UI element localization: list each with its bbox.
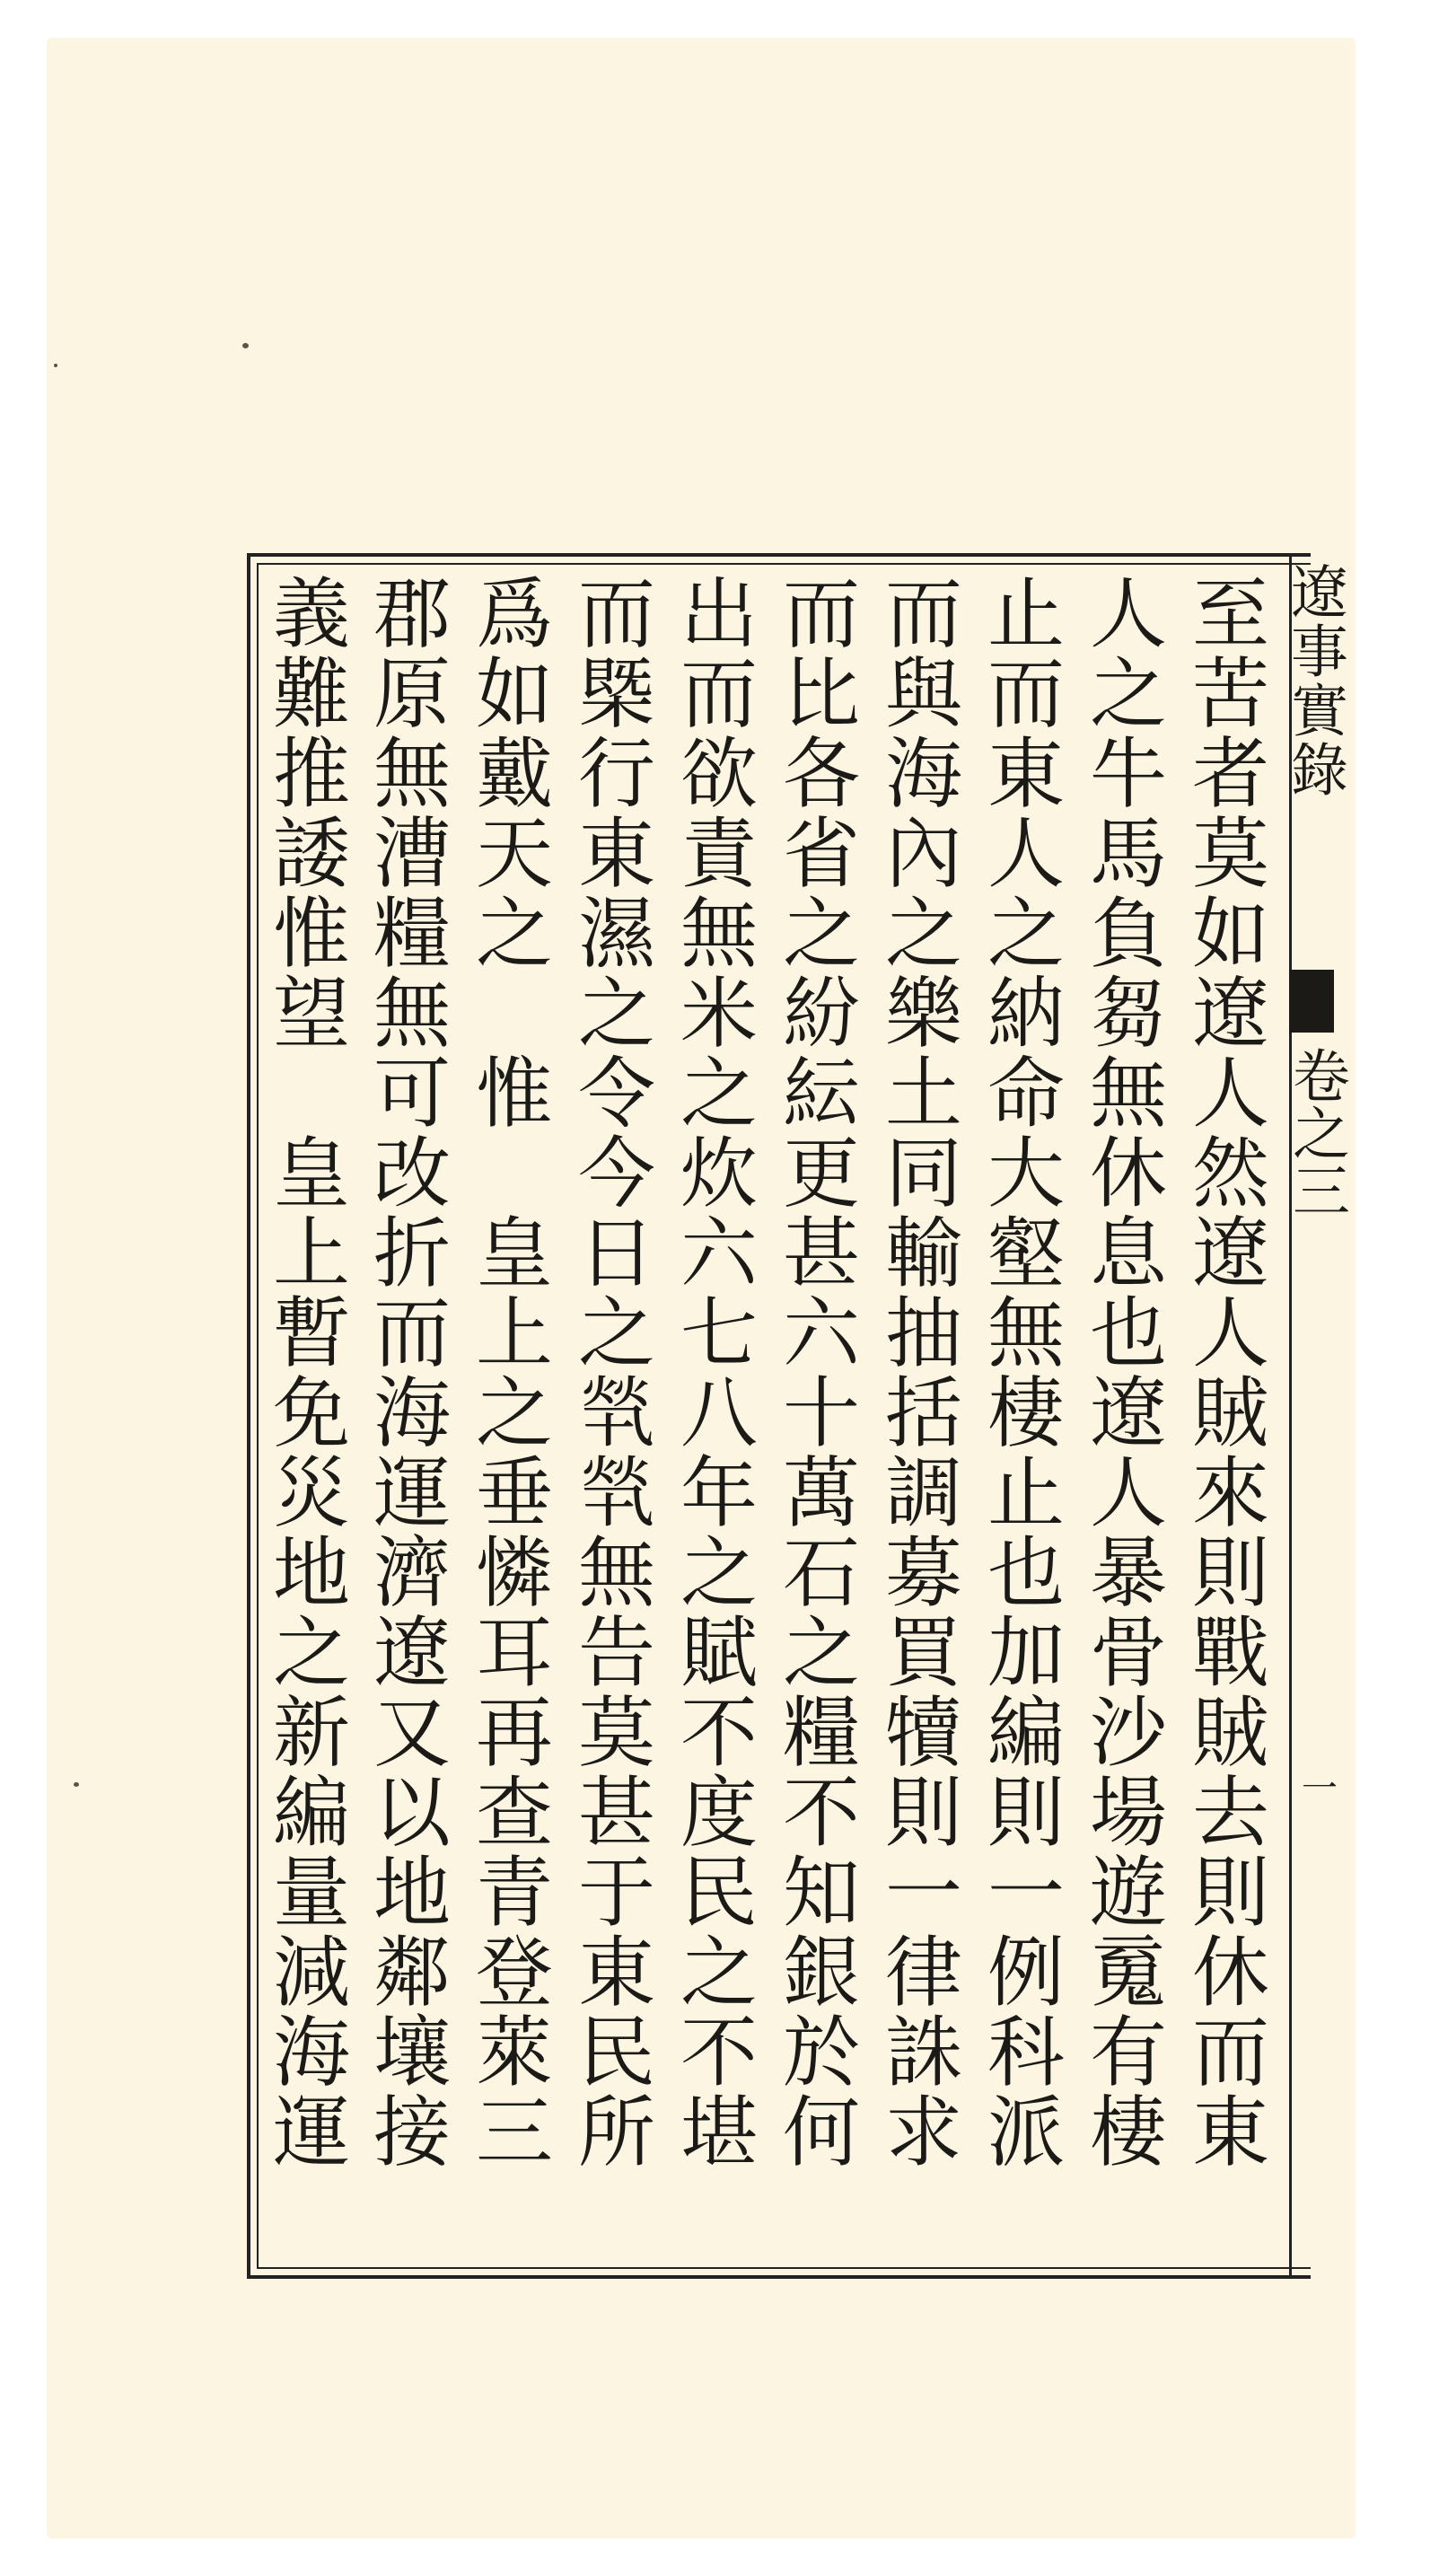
text-column: 而與海內之樂土同輸抽括調募買犢則一律誅求 [872, 573, 961, 2171]
text-column: 止而東人之納命大壑無棲止也加編則一例科派 [974, 573, 1064, 2171]
fish-tail-mark [1289, 970, 1334, 1033]
ink-speck [74, 1782, 79, 1787]
folio-number: 一 [1302, 1768, 1338, 1809]
text-column: 人之牛馬負芻無休息也遼人暴骨沙場遊䰟有棲 [1076, 573, 1166, 2171]
ink-speck [242, 343, 249, 348]
text-column: 至苦者莫如遼人然遼人賊來則戰賊去則休而東 [1179, 573, 1268, 2171]
text-column: 郡原無漕糧無可改折而海運濟遼又以地鄰壤接 [360, 573, 450, 2171]
center-margin-strip [1289, 553, 1312, 2279]
ink-speck [54, 364, 57, 367]
text-column: 義難推諉惟望 皇上暫免災地之新編量減海運 [259, 573, 349, 2171]
text-column: 而比各省之紛紜更甚六十萬石之糧不知銀於何 [769, 573, 859, 2171]
text-column: 出而欲責無米之炊六七八年之賦不度民之不堪 [667, 573, 757, 2171]
text-block [260, 573, 1275, 2263]
text-column: 爲如戴天之 惟 皇上之垂憐耳再查青登萊三 [462, 573, 552, 2171]
text-column: 而槩行東濕之令今日之㷀㷀無告莫甚于東民所 [565, 573, 654, 2171]
juan-number: 卷之三 [1283, 1046, 1349, 1218]
book-title: 遼事實錄 [1281, 562, 1347, 799]
